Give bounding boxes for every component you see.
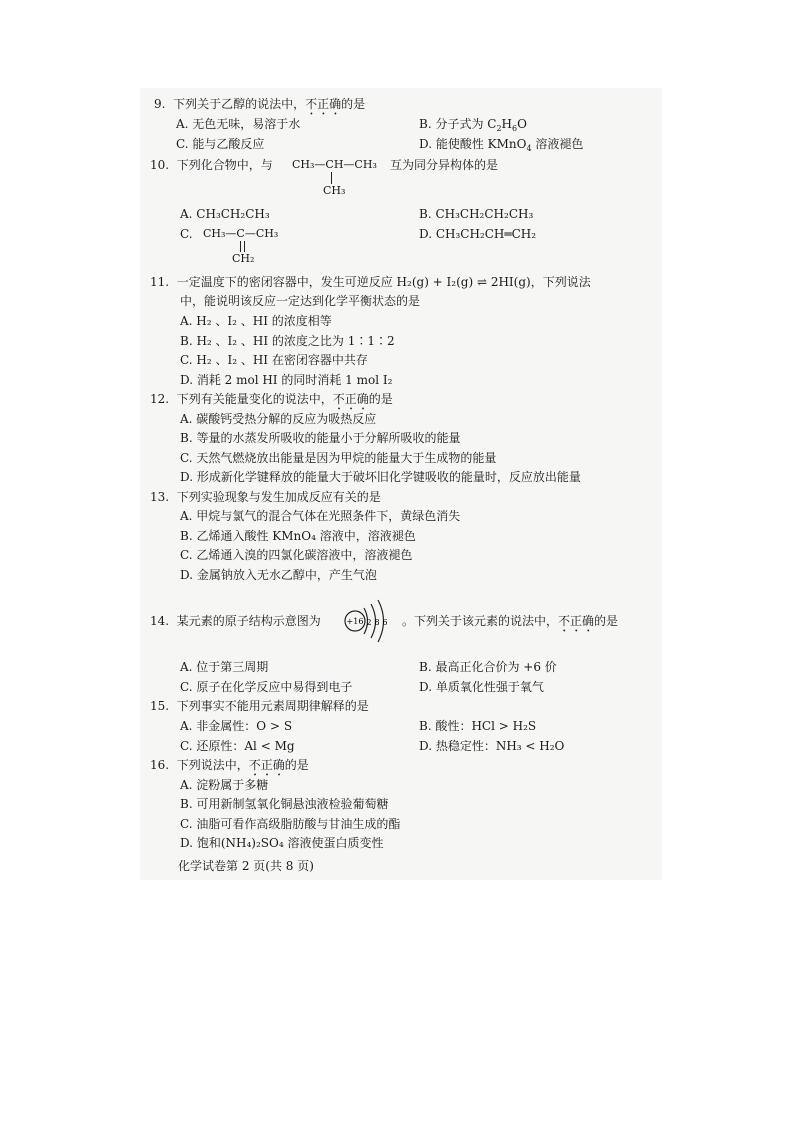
q11-option-b: B. H₂ 、I₂ 、HI 的浓度之比为 1∶1∶2: [180, 334, 395, 348]
page-footer: 化学试卷第 2 页(共 8 页): [178, 859, 314, 873]
q9-option-a: A. 无色无味，易溶于水: [176, 117, 301, 131]
atom-structure-diagram: [340, 596, 400, 646]
q10-option-d: D. CH₃CH₂CH═CH₂: [419, 227, 537, 241]
q12-option-d: D. 形成新化学键释放的能量大于破坏旧化学键吸收的能量时，反应放出能量: [180, 470, 581, 484]
q15-option-c: C. 还原性：Al < Mg: [180, 739, 295, 753]
q10-double-bond: [240, 241, 245, 252]
q10-option-c-label: C.: [180, 227, 193, 241]
shell-1-electrons: 2: [366, 618, 372, 627]
q16-option-a: A. 淀粉属于多糖: [180, 778, 269, 792]
question-15-stem: 15. 下列事实不能用元素周期律解释的是: [150, 699, 369, 713]
q9-option-b: B. 分子式为 $C_2H_6O$: [419, 117, 527, 133]
question-14-stem: 14. 某元素的原子结构示意图为: [150, 614, 321, 628]
q16-option-c: C. 油脂可看作高级脂肪酸与甘油生成的酯: [180, 817, 401, 831]
q15-option-d: D. 热稳定性：NH₃ < H₂O: [419, 739, 565, 753]
q12-option-c: C. 天然气燃烧放出能量是因为甲烷的能量大于生成物的能量: [180, 451, 497, 465]
q10-option-c-formula: CH₃—C—CH₃: [203, 227, 279, 240]
question-16-stem: 16. 下列说法中，不正确的是: [150, 758, 309, 772]
q14-option-b: B. 最高正化合价为 +6 价: [419, 660, 557, 674]
q14-option-a: A. 位于第三周期: [180, 660, 269, 674]
q13-option-d: D. 金属钠放入无水乙醇中，产生气泡: [180, 568, 377, 582]
q13-option-b: B. 乙烯通入酸性 KMnO₄ 溶液中，溶液褪色: [180, 529, 416, 543]
q10-option-c-branch: CH₂: [232, 252, 255, 265]
nucleus-charge: +16: [346, 617, 364, 626]
q10-branch-bond: [331, 172, 332, 184]
q16-option-d: D. 饱和(NH₄)₂SO₄ 溶液使蛋白质变性: [180, 836, 384, 850]
question-10-stem: 10. 下列化合物中，与: [150, 158, 273, 172]
q11-option-c: C. H₂ 、I₂ 、HI 在密闭容器中共存: [180, 353, 368, 367]
q11-option-a: A. H₂ 、I₂ 、HI 的浓度相等: [180, 314, 332, 328]
question-11-stem: 11. 一定温度下的密闭容器中，发生可逆反应 H₂(g) + I₂(g) ⇌ 2HI(g)，下列说法: [150, 275, 591, 289]
q14-option-d: D. 单质氧化性强于氧气: [419, 680, 544, 694]
q11-option-d: D. 消耗 2 mol HI 的同时消耗 1 mol I₂: [180, 373, 393, 387]
question-9-stem: 9. 下列关于乙醇的说法中，不正确的是: [154, 97, 366, 111]
q16-option-b: B. 可用新制氢氧化铜悬浊液检验葡萄糖: [180, 797, 389, 811]
q13-option-a: A. 甲烷与氯气的混合气体在光照条件下，黄绿色消失: [180, 509, 461, 523]
question-12-stem: 12. 下列有关能量变化的说法中，不正确的是: [150, 392, 393, 406]
question-11-stem-cont: 中，能说明该反应一定达到化学平衡状态的是: [180, 294, 421, 308]
q12-option-a: A. 碳酸钙受热分解的反应为吸热反应: [180, 412, 377, 426]
q10-isobutane-formula: CH₃—CH—CH₃: [292, 158, 377, 171]
question-13-stem: 13. 下列实验现象与发生加成反应有关的是: [150, 490, 381, 504]
q15-option-b: B. 酸性：HCl > H₂S: [419, 719, 537, 733]
q10-branch-group: CH₃: [323, 184, 346, 197]
q15-option-a: A. 非金属性：O > S: [180, 719, 293, 733]
question-14-stem-cont: 。下列关于该元素的说法中，不正确的是: [402, 614, 619, 628]
q9-option-d: D. 能使酸性 KMnO$_4$ 溶液褪色: [419, 137, 584, 153]
q10-option-a: A. CH₃CH₂CH₃: [180, 207, 270, 221]
q14-option-c: C. 原子在化学反应中易得到电子: [180, 680, 353, 694]
q10-stem-end: 互为同分异构体的是: [390, 158, 499, 172]
q9-option-c: C. 能与乙酸反应: [176, 137, 265, 151]
shell-3-electrons: 6: [382, 618, 388, 627]
q10-option-b: B. CH₃CH₂CH₂CH₃: [419, 207, 534, 221]
q13-option-c: C. 乙烯通入溴的四氯化碳溶液中，溶液褪色: [180, 548, 413, 562]
shell-2-electrons: 8: [374, 618, 380, 627]
q12-option-b: B. 等量的水蒸发所吸收的能量小于分解所吸收的能量: [180, 431, 461, 445]
